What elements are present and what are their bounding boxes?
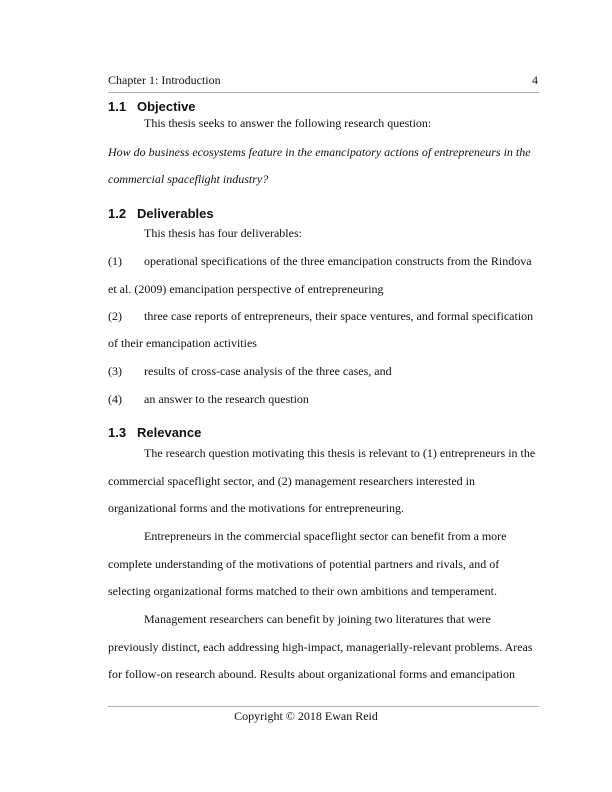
list-item-line: results of cross-case analysis of the three cases, and (144, 364, 392, 378)
paragraph-line: This thesis has four deliverables: (144, 226, 302, 240)
section-number: 1.1 (108, 99, 127, 114)
paragraph-line: Entrepreneurs in the commercial spaceflight sector can benefit from a more (144, 529, 507, 543)
paragraph-line: organizational forms and the motivations for entrepreneuring. (108, 501, 405, 515)
paragraph-line: complete understanding of the motivations of potential partners and rivals, and of (108, 557, 500, 571)
paragraph-line: The research question motivating this thesis is relevant to (1) entrepreneurs in the (144, 446, 536, 460)
list-marker: (4) (108, 392, 122, 406)
research-question-line: How do business ecosystems feature in the emancipatory actions of entrepreneurs in the (108, 145, 531, 159)
section-title: Deliverables (137, 206, 214, 221)
section-title: Relevance (137, 425, 202, 440)
footer-rule (108, 706, 539, 707)
section-number: 1.3 (108, 425, 127, 440)
list-item-line: three case reports of entrepreneurs, their space ventures, and formal specification (144, 309, 534, 323)
list-marker: (1) (108, 254, 122, 268)
paragraph-line: selecting organizational forms matched to their own ambitions and temperament. (108, 584, 497, 598)
section-number: 1.2 (108, 206, 127, 221)
list-item-line: an answer to the research question (144, 392, 309, 406)
running-title: Chapter 1: Introduction (108, 73, 221, 87)
paragraph-line: commercial spaceflight sector, and (2) management researchers interested in (108, 474, 476, 488)
list-item-line: of their emancipation activities (108, 336, 257, 350)
list-marker: (2) (108, 309, 122, 323)
list-item-line: operational specifications of the three emancipation constructs from the Rindova (144, 254, 532, 268)
list-marker: (3) (108, 364, 122, 378)
research-question-line: commercial spaceflight industry? (108, 172, 269, 186)
paragraph-line: This thesis seeks to answer the following research question: (144, 116, 432, 130)
list-item-line: et al. (2009) emancipation perspective of entrepreneuring (108, 282, 384, 296)
page-number: 4 (532, 73, 538, 87)
header-rule (108, 92, 539, 93)
section-title: Objective (137, 99, 196, 114)
paragraph-line: Management researchers can benefit by joining two literatures that were (144, 612, 491, 626)
paragraph-line: for follow-on research abound. Results about organizational forms and emancipation (108, 667, 515, 681)
paragraph-line: previously distinct, each addressing high-impact, managerially-relevant problems. Areas (108, 640, 533, 654)
copyright-notice: Copyright © 2018 Ewan Reid (234, 709, 378, 723)
